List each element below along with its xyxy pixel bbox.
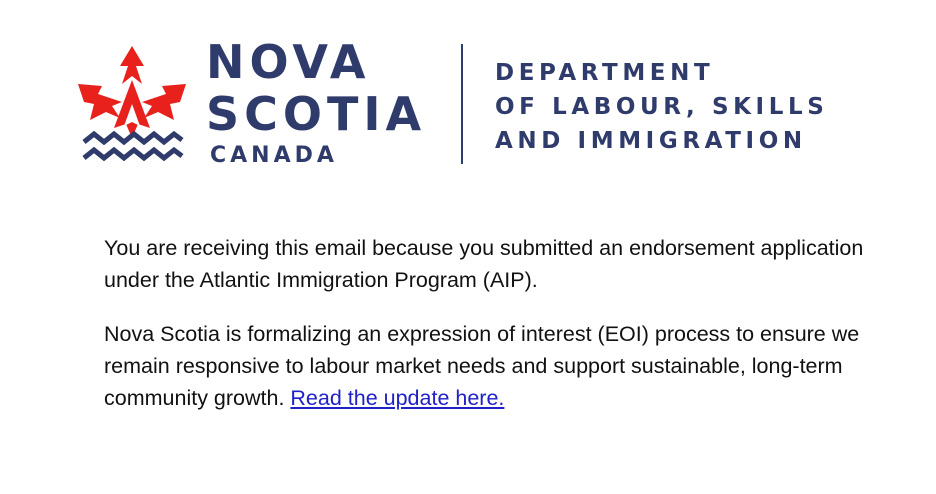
department-name <box>495 56 828 158</box>
email-header <box>0 0 936 200</box>
maple-leaf-waves-icon <box>76 44 188 168</box>
department-line-3: AND IMMIGRATION <box>495 128 807 154</box>
logo-divider <box>461 44 463 164</box>
wordmark-line-nova: NOVA <box>206 35 371 89</box>
wordmark-line-canada: CANADA <box>210 143 338 168</box>
department-line-2: OF LABOUR, SKILLS <box>495 94 829 120</box>
read-update-link[interactable]: Read the update here. <box>290 386 505 410</box>
paragraph-aip-notice: You are receiving this email because you submitted an endorsement application under the Atlantic Immigration Program (AIP). <box>104 236 864 292</box>
department-line-1: DEPARTMENT <box>495 60 715 86</box>
email-body <box>104 232 864 414</box>
paragraph-eoi-update <box>104 318 864 414</box>
paragraph-eoi-text: Nova Scotia is formalizing an expression of interest (EOI) process to ensure we remain responsive to labour market needs and support sustainable, long-term community growth. <box>104 322 860 410</box>
wordmark-line-scotia: SCOTIA <box>206 87 427 141</box>
